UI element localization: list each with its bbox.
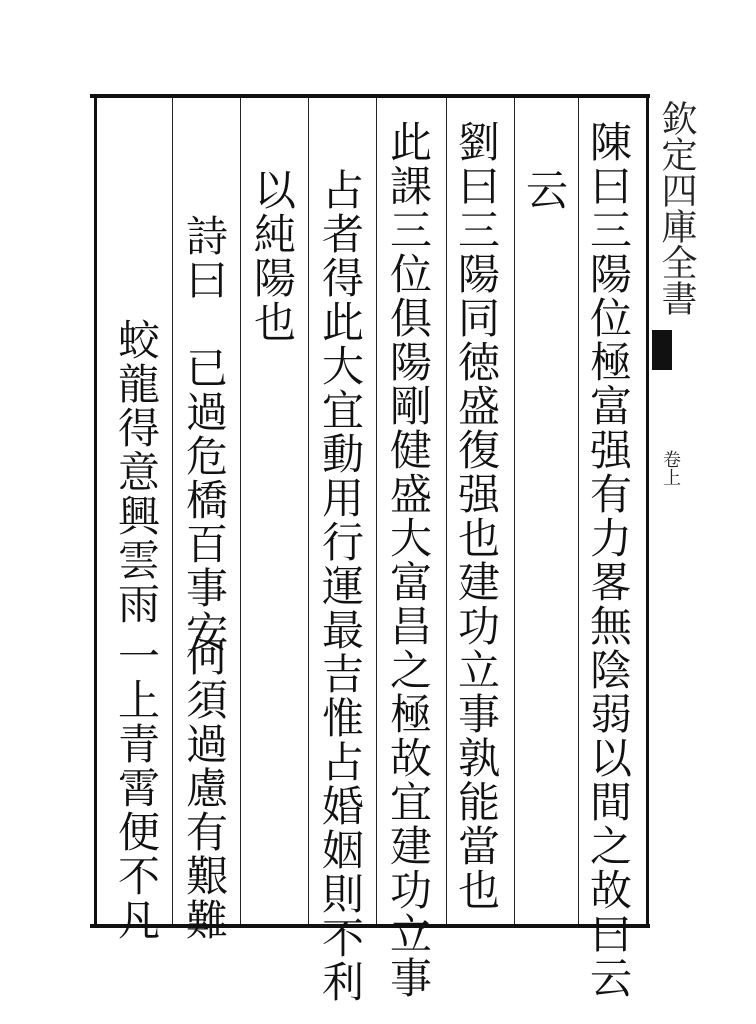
frame-bottom-border	[90, 924, 650, 928]
text-column-4: 此課三位俱陽剛健盛大富昌之極故宜建功立事	[384, 120, 433, 1000]
text-column-7-verse-2: 何須過慮有艱難	[180, 634, 229, 942]
text-column-1: 陳曰三陽位極富强有力畧無陰弱以間之故曰云	[584, 120, 633, 1000]
text-column-5: 占者得此大宜動用行運最吉惟占婚姻則不利	[316, 168, 365, 1004]
text-column-8-verse-3: 蛟龍得意興雲雨	[112, 318, 161, 626]
column-rule	[446, 98, 447, 924]
margin-fish-tail-mark	[652, 330, 672, 370]
frame-right-border	[646, 94, 649, 928]
column-rule	[514, 98, 515, 924]
column-rule	[376, 98, 377, 924]
column-rule	[172, 98, 173, 924]
text-column-7-verse-1: 詩曰 已過危橋百事安	[180, 214, 229, 654]
frame-top-border	[90, 94, 650, 98]
text-column-2: 云	[520, 168, 569, 212]
text-column-6: 以純陽也	[248, 168, 297, 344]
text-column-3: 劉曰三陽同徳盛復强也建功立事孰能當也	[452, 120, 501, 912]
column-rule	[240, 98, 241, 924]
frame-left-border	[94, 94, 97, 928]
margin-volume-label: 卷上	[660, 450, 681, 486]
column-rule	[578, 98, 579, 924]
text-column-8-verse-4: 一上青霄便不凡	[112, 634, 161, 942]
margin-book-title: 欽定四庫全書	[656, 100, 697, 316]
column-rule	[308, 98, 309, 924]
